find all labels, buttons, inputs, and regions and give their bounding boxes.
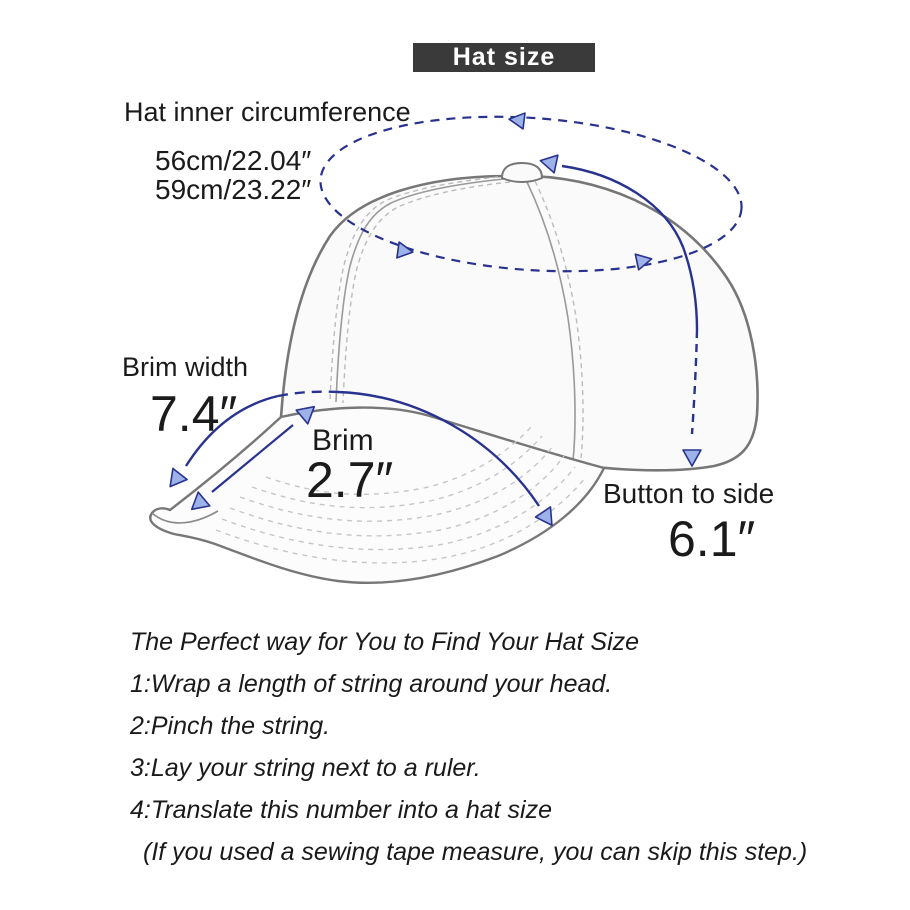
brim-depth-value: 2.7″ <box>306 452 394 508</box>
button-curve-start-arrow-icon <box>538 152 557 173</box>
inner-circumference-size2: 59cm/23.22″ <box>155 174 312 205</box>
instruction-step-1: 1:Wrap a length of string around your head. <box>130 670 613 698</box>
cap-button <box>502 163 542 182</box>
brim-width-left-arrow-icon <box>163 468 187 492</box>
inner-circumference-heading: Hat inner circumference <box>124 97 411 127</box>
brim-width-heading: Brim width <box>122 352 249 382</box>
instruction-step-4: 4:Translate this number into a hat size <box>130 796 552 824</box>
instruction-note: (If you used a sewing tape measure, you can skip this step.) <box>143 838 808 866</box>
page-title: Hat size <box>413 43 595 72</box>
instruction-step-3: 3:Lay your string next to a ruler. <box>130 754 481 782</box>
brim-width-value: 7.4″ <box>150 386 238 442</box>
button-to-side-value: 6.1″ <box>668 511 756 567</box>
instruction-step-2: 2:Pinch the string. <box>130 712 331 740</box>
circumference-top-arrow-icon <box>508 111 525 129</box>
instructions-intro: The Perfect way for You to Find Your Hat Size <box>130 628 640 656</box>
brim-depth-heading: Brim <box>312 424 374 457</box>
inner-circumference-size1: 56cm/22.04″ <box>155 145 312 176</box>
button-to-side-heading: Button to side <box>603 478 775 509</box>
